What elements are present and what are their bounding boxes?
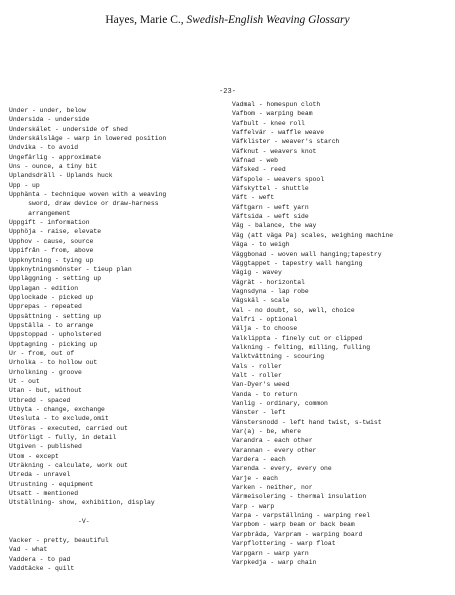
glossary-entry: Uppläggning - setting up [9,275,102,283]
glossary-entry: Upprepas - repeated [9,303,82,311]
glossary-entry: Väga - to weigh [232,241,290,249]
glossary-entry: Vägig - wavey [232,269,282,277]
glossary-entry: Utföras - executed, carried out [9,424,128,432]
glossary-entry: Vaddtäcke - quilt [9,564,75,572]
page-number: -23- [219,88,236,96]
glossary-entry: Urholkning - groove [9,368,82,376]
glossary-entry: Varje - each [232,474,279,482]
glossary-entry: Varpbom - warp beam or back beam [232,521,355,529]
glossary-entry: Uns - ounce, a tiny bit [9,163,98,171]
glossary-entry: Utreda - unravel [9,471,71,479]
glossary-entry: Upptagning - picking up [9,340,98,348]
glossary-entry: Varpa - varpställning - warping reel [232,512,371,520]
glossary-entry: Vanlig - ordinary, common [232,400,328,407]
glossary-entry: Undersida - underside [9,116,90,124]
right-glossary-column [232,100,393,567]
glossary-entry: Upplagan - edition [9,284,79,292]
glossary-entry: Uträkning - calculate, work out [9,462,128,470]
glossary-entry: Vafbom - warping beam [232,110,313,118]
glossary-entry: Uppställa - to arrange [9,321,94,329]
glossary-entry: Varenda - every, every one [232,465,332,473]
glossary-entry: Vaffelvär - waffle weave [232,129,325,137]
glossary-entry: Väg - balance, the way [232,222,317,230]
glossary-entry: Uplandsdräll - Uplands huck [9,172,113,180]
glossary-entry [9,526,166,535]
glossary-entry: Väftgarn - weft yarn [232,203,309,211]
glossary-entry: Väggbonad - woven wall hanging;tapestry [232,250,382,258]
glossary-entry: Varandra - each other [232,437,313,445]
glossary-entry: Vagnsdyna - lap robe [232,287,309,295]
glossary-entry: Vägrät - horizontal [232,278,305,286]
glossary-entry: Upphöja - raise, elevate [9,228,102,236]
glossary-entry: Utsatt - mentioned [9,490,79,498]
glossary-entry: Väfknut - weavers knot [232,147,317,155]
glossary-entry [9,508,166,517]
glossary-entry: Vänster - left [232,409,286,417]
glossary-entry: Van-Dyer's weed [232,381,290,389]
glossary-entry: Väft - weft [232,194,275,202]
glossary-entry: Väfskyttel - shuttle [232,185,309,193]
glossary-entry: Varken - neither, nor [232,484,313,492]
glossary-entry: Undvika - to avoid [9,144,79,152]
glossary-entry: Vafbult - knee roll [232,119,305,127]
glossary-entry: Utesluta - to exclude,omit [9,415,109,423]
glossary-entry: Upp - up [9,181,40,189]
glossary-entry: Väfnad - web [232,157,279,165]
glossary-entry: Väftsida - weft side [232,213,309,221]
glossary-entry: Väfklister - weaver's starch [232,138,340,146]
glossary-entry: Vad - what [9,546,48,554]
glossary-entry: Valklippta - finely cut or clipped [232,334,363,342]
glossary-entry: Uppknytningsmönster - tieup plan [9,265,132,273]
glossary-entry: Värmeisolering - thermal insulation [232,493,367,501]
glossary-entry: Varpgarn - warp yarn [232,549,309,557]
glossary-entry: Vadmal - homespun cloth [232,101,321,108]
glossary-entry: Uppknytning - tying up [9,256,94,264]
glossary-entry: Väfsked - reed [232,166,286,174]
left-glossary-column [9,106,166,573]
glossary-entry: Vaddera - to pad [9,555,71,563]
glossary-entry: Varpkedja - warp chain [232,558,317,566]
page-header [0,14,455,26]
glossary-entry: Utbredd - spaced [9,396,71,404]
glossary-entry: Varpflottering - warp float [232,540,336,548]
glossary-entry: Utom - except [9,452,59,460]
glossary-entry: Upphov - cause, source [9,237,94,245]
glossary-entry: arrangement [9,209,71,217]
glossary-entry: Utan - but, without [9,387,82,395]
glossary-entry: Valktvättning - scouring [232,353,325,361]
glossary-entry: Valkning - felting, milling, fulling [232,343,371,351]
glossary-entry: Utgiven - published [9,443,82,451]
glossary-entry: Varp - warp [232,502,275,510]
glossary-entry: Val - no doubt, so, well, choice [232,306,355,314]
glossary-entry: Väggtappet - tapestry wall hanging [232,259,363,267]
glossary-entry: Uppgift - information [9,219,90,227]
glossary-entry: Uppifrån - from, above [9,247,94,255]
glossary-entry: sword, draw device or draw-harness [9,200,159,208]
glossary-entry: Upplockade - picked up [9,293,94,301]
glossary-entry: Väfspole - weavers spool [232,175,325,183]
glossary-entry: Vanda - to return [232,390,298,398]
glossary-entry: Varpbräda, Varpram - warping board [232,530,363,538]
header-author: Hayes, Marie C., [105,14,187,26]
glossary-entry: Ur - from, out of [9,349,75,357]
glossary-entry: Underskälet - underside of shed [9,125,128,133]
glossary-entry: Under - under, below [9,107,86,114]
glossary-entry: Vacker - pretty, beautiful [9,536,109,544]
glossary-entry: Utrustning - equipment [9,480,94,488]
glossary-entry: Ungefärlig - approximate [9,153,102,161]
glossary-entry: Valt - roller [232,371,282,379]
glossary-entry: Varannan - every other [232,446,317,454]
glossary-entry: Upphänta - technique woven with a weaving [9,191,167,199]
glossary-entry: Välja - to choose [232,325,298,333]
glossary-entry: Underskälsläge - warp in lowered position [9,135,167,143]
glossary-entry: Uppstoppad - upholstered [9,331,102,339]
glossary-entry: Valfri - optional [232,315,298,323]
glossary-entry: Väg (att väga Pa) scales, weighing machine [232,231,394,239]
glossary-entry: Vänstersnodd - left hand twist, s-twist [232,418,382,426]
glossary-entry: Vägskäl - scale [232,297,290,305]
glossary-entry: Urholka - to hollow out [9,359,98,367]
glossary-entry: Vals - roller [232,362,282,370]
glossary-entry: Var(a) - be, where [232,428,302,436]
glossary-entry: -V- [9,518,90,526]
header-title: Swedish-English Weaving Glossary [186,14,350,26]
glossary-entry: Utställning- show, exhibition, display [9,499,155,507]
glossary-entry: Ut - out [9,377,40,385]
glossary-entry: Vardera - each [232,456,286,464]
glossary-entry: Utbyta - change, exchange [9,406,105,413]
glossary-entry: Uppsättning - setting up [9,312,102,320]
glossary-entry: Utförligt - fully, in detail [9,434,117,442]
